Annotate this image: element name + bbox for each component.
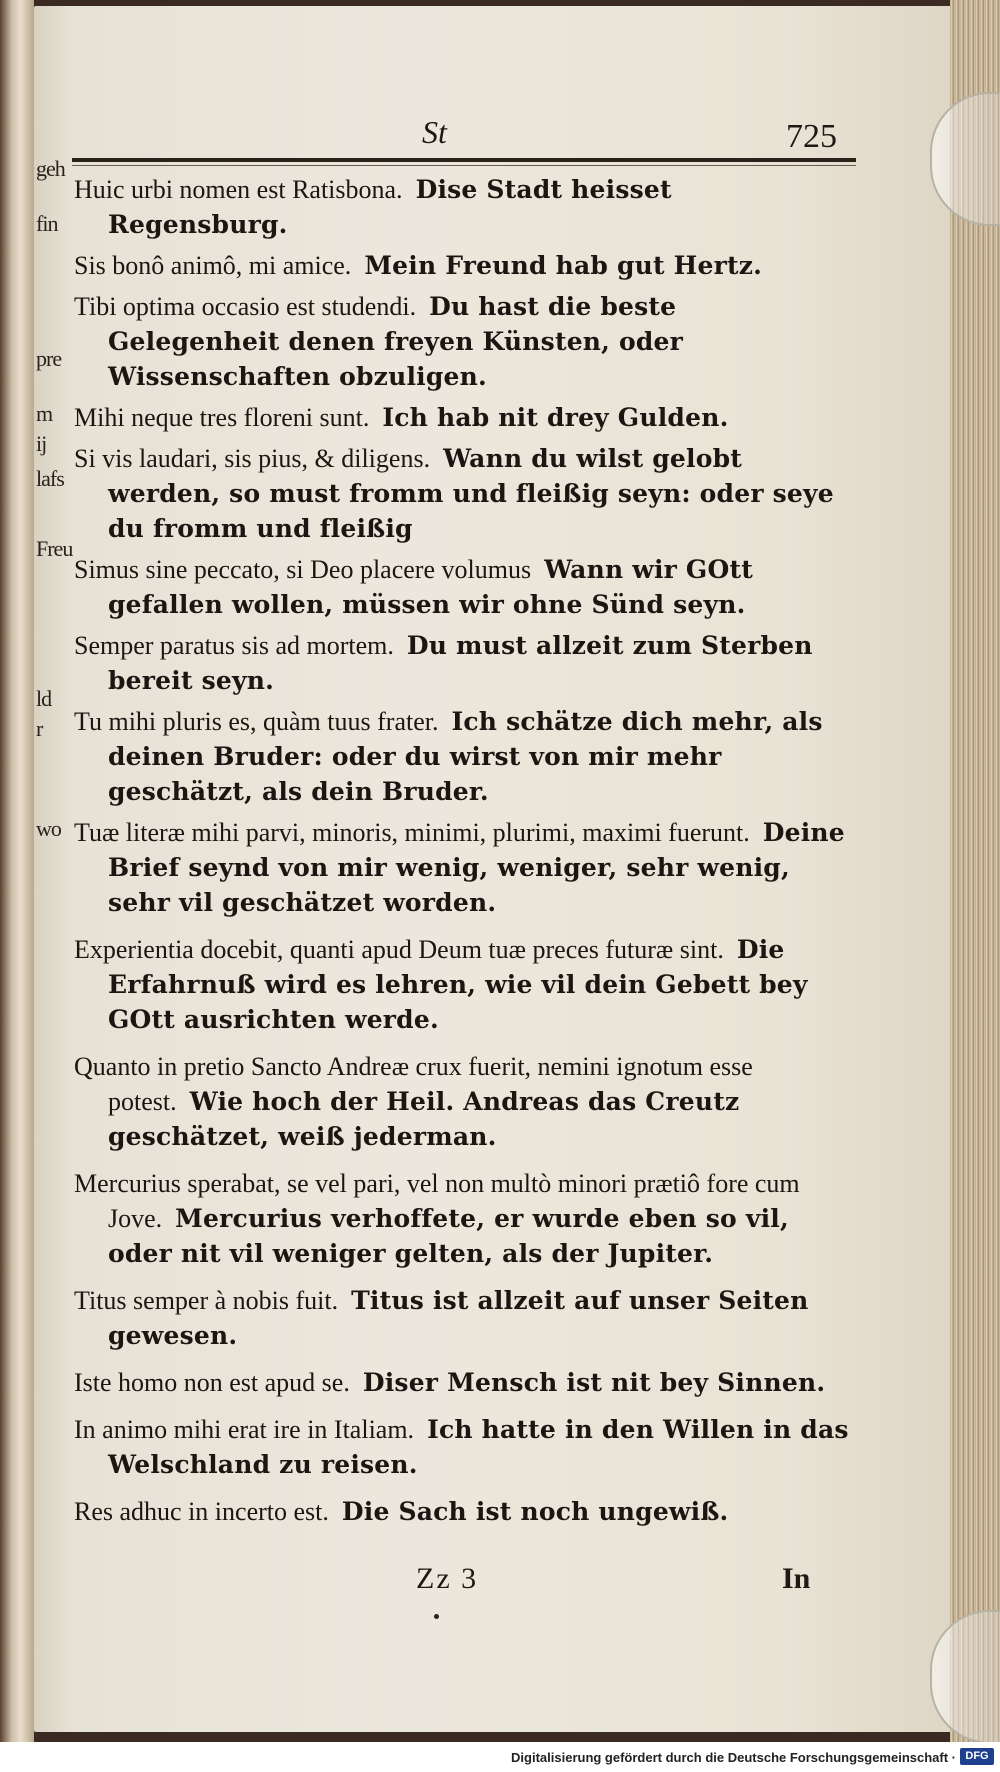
phrase-entry [74,248,852,283]
phrase-list [74,172,852,1535]
german-translation: Du must allzeit zum Sterben bereit seyn. [108,631,813,695]
german-translation: Dise Stadt heisset Regensburg. [108,175,672,239]
latin-phrase: Experientia docebit, quanti apud Deum tuæ preces futuræ sint. [74,935,724,964]
phrase-entry [74,628,852,698]
ink-dot [434,1614,439,1619]
latin-phrase: Sis bonô animô, mi amice. [74,251,352,280]
phrase-entry [74,1412,852,1482]
phrase-entry [74,1049,852,1154]
phrase-entry [74,815,852,920]
margin-fragment: m [36,401,53,426]
german-translation: Diser Mensch ist nit bey Sinnen. [362,1368,826,1397]
margin-fragment: ld [36,686,52,711]
book-page [34,6,970,1732]
german-translation: Die Sach ist noch ungewiß. [341,1497,729,1526]
phrase-entry [74,441,852,546]
latin-phrase: Iste homo non est apud se. [74,1368,350,1397]
phrase-entry [74,1166,852,1271]
page-block-edge [950,0,1000,1742]
latin-phrase: Tibi optima occasio est studendi. [74,292,417,321]
latin-phrase: Quanto in pretio Sancto Andreæ crux fuerit, nemini ignotum esse potest. [74,1052,753,1116]
german-translation: Du hast die beste Gelegenheit denen freyen Künsten, oder Wissenschaften obzuligen. [108,292,684,391]
margin-fragment: pre [36,346,62,371]
phrase-entry [74,552,852,622]
german-translation: Ich schätze dich mehr, als deinen Bruder: oder du wirst von mir mehr geschätzt, als dein Bruder. [108,707,823,806]
catchword: In [782,1562,811,1595]
phrase-entry [74,932,852,1037]
margin-fragment: fin [36,211,58,236]
german-translation: Wann wir GOtt gefallen wollen, müssen wir ohne Sünd seyn. [108,555,753,619]
latin-phrase: Tu mihi pluris es, quàm tuus frater. [74,707,439,736]
latin-phrase: Mihi neque tres floreni sunt. [74,403,370,432]
latin-phrase: Simus sine peccato, si Deo placere volumus [74,555,532,584]
page-number: 725 [786,118,837,155]
margin-fragment: wo [36,816,61,841]
phrase-entry [74,400,852,435]
latin-phrase: Huic urbi nomen est Ratisbona. [74,175,403,204]
phrase-entry [74,289,852,394]
german-translation: Die Erfahrnuß wird es lehren, wie vil dein Gebett bey GOtt ausrichten werde. [108,935,808,1034]
latin-phrase: In animo mihi erat ire in Italiam. [74,1415,415,1444]
running-head: St [422,114,447,150]
latin-phrase: Tuæ literæ mihi parvi, minoris, minimi, plurimi, maximi fuerunt. [74,818,750,847]
signature-mark: Zz 3 [416,1562,479,1595]
credit-bar [0,1742,1000,1772]
german-translation: Wann du wilst gelobt werden, so must fromm und fleißig seyn: oder seye du fromm und fleißig [108,444,834,543]
dfg-logo-icon: DFG [960,1748,994,1765]
phrase-entry [74,1283,852,1353]
german-translation: Deine Brief seynd von mir wenig, weniger, sehr wenig, sehr vil geschätzet worden. [108,818,845,917]
german-translation: Ich hatte in den Willen in das Welschland zu reisen. [108,1415,849,1479]
german-translation: Wie hoch der Heil. Andreas das Creutz geschätzet, weiß jederman. [108,1087,740,1151]
german-translation: Mercurius verhoffete, er wurde eben so vil, oder nit vil weniger gelten, als der Jupiter. [108,1204,789,1268]
latin-phrase: Titus semper à nobis fuit. [74,1286,339,1315]
latin-phrase: Si vis laudari, sis pius, & diligens. [74,444,431,473]
phrase-entry [74,704,852,809]
phrase-entry [74,1365,852,1400]
credit-text: Digitalisierung gefördert durch die Deutsche Forschungsgemeinschaft · [511,1750,956,1765]
phrase-entry [74,1494,852,1529]
margin-fragment: lafs [36,466,64,491]
margin-fragment: r [36,716,43,741]
latin-phrase: Mercurius sperabat, se vel pari, vel non multò minori prætiô fore cum Jove. [74,1169,800,1233]
margin-fragment: geh [36,156,65,181]
german-translation: Ich hab nit drey Gulden. [382,403,729,432]
phrase-entry [74,172,852,242]
header-rule [72,158,856,162]
margin-fragment: Freu [36,536,73,561]
german-translation: Titus ist allzeit auf unser Seiten gewesen. [108,1286,809,1350]
german-translation: Mein Freund hab gut Hertz. [364,251,763,280]
margin-fragment: ij [36,431,47,456]
latin-phrase: Res adhuc in incerto est. [74,1497,329,1526]
latin-phrase: Semper paratus sis ad mortem. [74,631,394,660]
facing-page-edge [0,0,34,1742]
